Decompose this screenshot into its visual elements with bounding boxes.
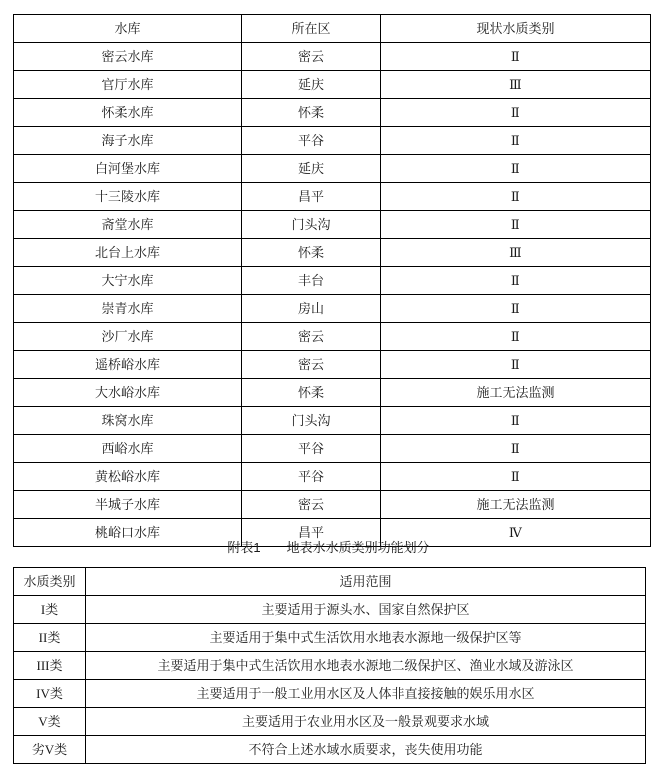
cell-reservoir-name: 官厅水库	[14, 71, 242, 99]
reservoir-table-body	[14, 43, 651, 547]
cell-district: 平谷	[242, 463, 381, 491]
table-row	[14, 99, 651, 127]
cell-district: 密云	[242, 351, 381, 379]
cell-district: 怀柔	[242, 239, 381, 267]
cell-reservoir-name: 黄松峪水库	[14, 463, 242, 491]
cell-reservoir-name: 沙厂水库	[14, 323, 242, 351]
table-row	[14, 43, 651, 71]
table-caption	[0, 538, 657, 558]
table-header-row	[14, 568, 646, 596]
column-header-district: 所在区	[242, 15, 381, 43]
table-row	[14, 435, 651, 463]
quality-class-table-body	[14, 596, 646, 764]
cell-reservoir-name: 桃峪口水库	[14, 519, 242, 547]
table-row	[14, 463, 651, 491]
cell-quality-class: IV类	[14, 680, 86, 708]
table-row	[14, 267, 651, 295]
cell-reservoir-name: 西峪水库	[14, 435, 242, 463]
cell-reservoir-name: 半城子水库	[14, 491, 242, 519]
table-row	[14, 183, 651, 211]
cell-scope: 主要适用于一般工业用水区及人体非直接接触的娱乐用水区	[86, 680, 646, 708]
cell-district: 延庆	[242, 71, 381, 99]
cell-district: 丰台	[242, 267, 381, 295]
table-row	[14, 708, 646, 736]
column-header-scope: 适用范围	[86, 568, 646, 596]
cell-quality-class: Ⅱ	[381, 463, 651, 491]
cell-district: 门头沟	[242, 407, 381, 435]
cell-district: 房山	[242, 295, 381, 323]
cell-quality-class: Ⅱ	[381, 99, 651, 127]
cell-district: 怀柔	[242, 379, 381, 407]
table-row	[14, 491, 651, 519]
column-header-quality-class: 现状水质类别	[381, 15, 651, 43]
cell-district: 平谷	[242, 435, 381, 463]
table-row	[14, 239, 651, 267]
cell-reservoir-name: 北台上水库	[14, 239, 242, 267]
cell-quality-class: Ⅱ	[381, 267, 651, 295]
cell-district: 延庆	[242, 155, 381, 183]
cell-reservoir-name: 大宁水库	[14, 267, 242, 295]
table-header-row	[14, 15, 651, 43]
cell-quality-class: Ⅱ	[381, 155, 651, 183]
column-header-reservoir-name: 水库	[14, 15, 242, 43]
cell-quality-class: Ⅱ	[381, 211, 651, 239]
cell-district: 密云	[242, 43, 381, 71]
cell-quality-class: Ⅱ	[381, 127, 651, 155]
quality-class-table-container	[13, 567, 645, 764]
cell-district: 门头沟	[242, 211, 381, 239]
table-row	[14, 596, 646, 624]
table-row	[14, 736, 646, 764]
caption-title: 地表水水质类别功能划分	[286, 540, 430, 555]
cell-quality-class: 施工无法监测	[381, 491, 651, 519]
cell-quality-class: Ⅱ	[381, 435, 651, 463]
cell-reservoir-name: 白河堡水库	[14, 155, 242, 183]
cell-reservoir-name: 斋堂水库	[14, 211, 242, 239]
table-row	[14, 71, 651, 99]
reservoir-table-container	[13, 14, 650, 547]
cell-district: 平谷	[242, 127, 381, 155]
table-row	[14, 680, 646, 708]
cell-quality-class: Ⅱ	[381, 323, 651, 351]
table-row	[14, 323, 651, 351]
quality-class-table	[13, 567, 646, 764]
cell-scope: 主要适用于源头水、国家自然保护区	[86, 596, 646, 624]
table-row	[14, 211, 651, 239]
table-row	[14, 407, 651, 435]
table-row	[14, 295, 651, 323]
table-row	[14, 351, 651, 379]
cell-scope: 主要适用于农业用水区及一般景观要求水域	[86, 708, 646, 736]
cell-district: 密云	[242, 491, 381, 519]
cell-district: 昌平	[242, 519, 381, 547]
cell-reservoir-name: 崇青水库	[14, 295, 242, 323]
cell-quality-class: Ⅱ	[381, 295, 651, 323]
cell-quality-class: Ⅲ	[381, 239, 651, 267]
table-row	[14, 155, 651, 183]
table-row	[14, 652, 646, 680]
cell-scope: 不符合上述水域水质要求，丧失使用功能	[86, 736, 646, 764]
cell-scope: 主要适用于集中式生活饮用水地表水源地二级保护区、渔业水域及游泳区	[86, 652, 646, 680]
cell-quality-class: Ⅱ	[381, 43, 651, 71]
column-header-quality-class: 水质类别	[14, 568, 86, 596]
cell-district: 怀柔	[242, 99, 381, 127]
cell-reservoir-name: 大水峪水库	[14, 379, 242, 407]
cell-reservoir-name: 怀柔水库	[14, 99, 242, 127]
cell-quality-class: I类	[14, 596, 86, 624]
cell-reservoir-name: 密云水库	[14, 43, 242, 71]
cell-reservoir-name: 海子水库	[14, 127, 242, 155]
cell-quality-class: Ⅳ	[381, 519, 651, 547]
reservoir-table	[13, 14, 651, 547]
table-row	[14, 624, 646, 652]
cell-quality-class: II类	[14, 624, 86, 652]
cell-district: 密云	[242, 323, 381, 351]
cell-quality-class: Ⅲ	[381, 71, 651, 99]
table-row	[14, 127, 651, 155]
cell-quality-class: 施工无法监测	[381, 379, 651, 407]
cell-reservoir-name: 遥桥峪水库	[14, 351, 242, 379]
cell-quality-class: Ⅱ	[381, 351, 651, 379]
caption-number: 附表1	[227, 540, 261, 555]
cell-quality-class: Ⅱ	[381, 183, 651, 211]
cell-quality-class: Ⅱ	[381, 407, 651, 435]
cell-quality-class: III类	[14, 652, 86, 680]
cell-quality-class: 劣V类	[14, 736, 86, 764]
cell-quality-class: V类	[14, 708, 86, 736]
cell-reservoir-name: 珠窝水库	[14, 407, 242, 435]
cell-district: 昌平	[242, 183, 381, 211]
table-row	[14, 379, 651, 407]
cell-reservoir-name: 十三陵水库	[14, 183, 242, 211]
cell-scope: 主要适用于集中式生活饮用水地表水源地一级保护区等	[86, 624, 646, 652]
